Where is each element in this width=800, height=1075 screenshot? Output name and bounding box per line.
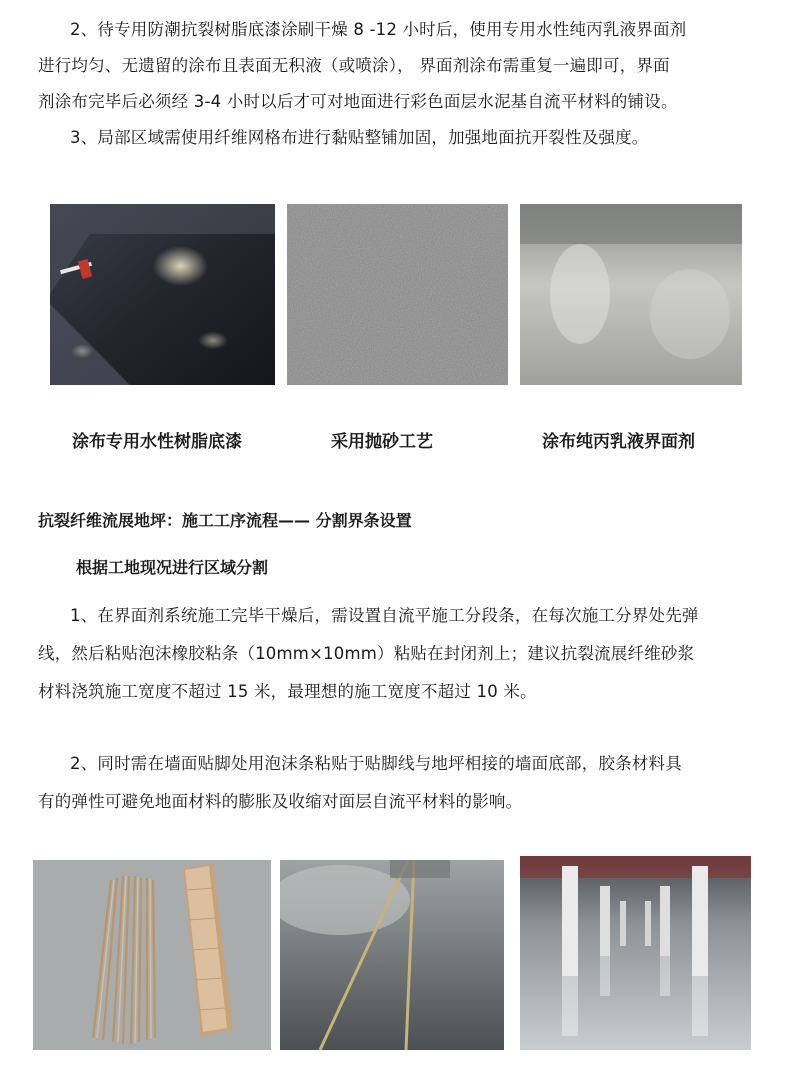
photo-resin-primer-coating <box>50 204 275 385</box>
paragraph-divider-step-1 <box>38 597 768 711</box>
photo-parking-garage-floor <box>520 856 751 1050</box>
section-subheading: 根据工地现况进行区域分割 <box>76 558 269 577</box>
caption-sand-blasting: 采用抛砂工艺 <box>331 432 433 452</box>
paragraph-divider-step-2 <box>38 745 768 821</box>
parking-garage-image <box>520 856 751 1050</box>
photo-divider-strips <box>33 860 271 1050</box>
resin-primer-image <box>50 204 275 385</box>
text-line: 3、局部区域需使用纤维网格布进行黏贴整铺加固，加强地面抗开裂性及强度。 <box>70 128 649 147</box>
photo-floor-with-strips <box>280 860 504 1050</box>
floor-strips-image <box>280 860 504 1050</box>
text-line: 进行均匀、无遗留的涂布且表面无积液（或喷涂）， 界面剂涂布需重复一遍即可，界面 <box>38 56 670 75</box>
interface-agent-image <box>520 204 742 385</box>
paragraph-step-3 <box>38 120 768 156</box>
text-line: 材料浇筑施工宽度不超过 15 米，最理想的施工宽度不超过 10 米。 <box>38 682 537 701</box>
sand-blasting-image <box>287 204 508 385</box>
photo-latex-interface-agent <box>520 204 742 385</box>
text-line: 剂涂布完毕后必须经 3-4 小时以后才可对地面进行彩色面层水泥基自流平材料的铺设。 <box>38 92 678 111</box>
photo-sand-blasting <box>287 204 508 385</box>
text-line: 有的弹性可避免地面材料的膨胀及收缩对面层自流平材料的影响。 <box>38 792 523 811</box>
caption-resin-primer: 涂布专用水性树脂底漆 <box>72 432 242 452</box>
divider-strips-image <box>33 860 271 1050</box>
caption-interface-agent: 涂布纯丙乳液界面剂 <box>542 432 695 452</box>
section-heading: 抗裂纤维流展地坪：施工工序流程—— 分割界条设置 <box>38 511 412 530</box>
text-line: 2、同时需在墙面贴脚处用泡沫条粘贴于贴脚线与地坪相接的墙面底部，胶条材料具 <box>70 754 682 773</box>
text-line: 线，然后粘贴泡沫橡胶粘条（10mm×10mm）粘贴在封闭剂上；建议抗裂流展纤维砂浆 <box>38 644 695 663</box>
text-line: 2、待专用防潮抗裂树脂底漆涂刷干燥 8 -12 小时后，使用专用水性纯丙乳液界面剂 <box>70 20 687 39</box>
text-line: 1、在界面剂系统施工完毕干燥后，需设置自流平施工分段条，在每次施工分界处先弹 <box>70 606 699 625</box>
paragraph-step-2 <box>38 12 768 120</box>
